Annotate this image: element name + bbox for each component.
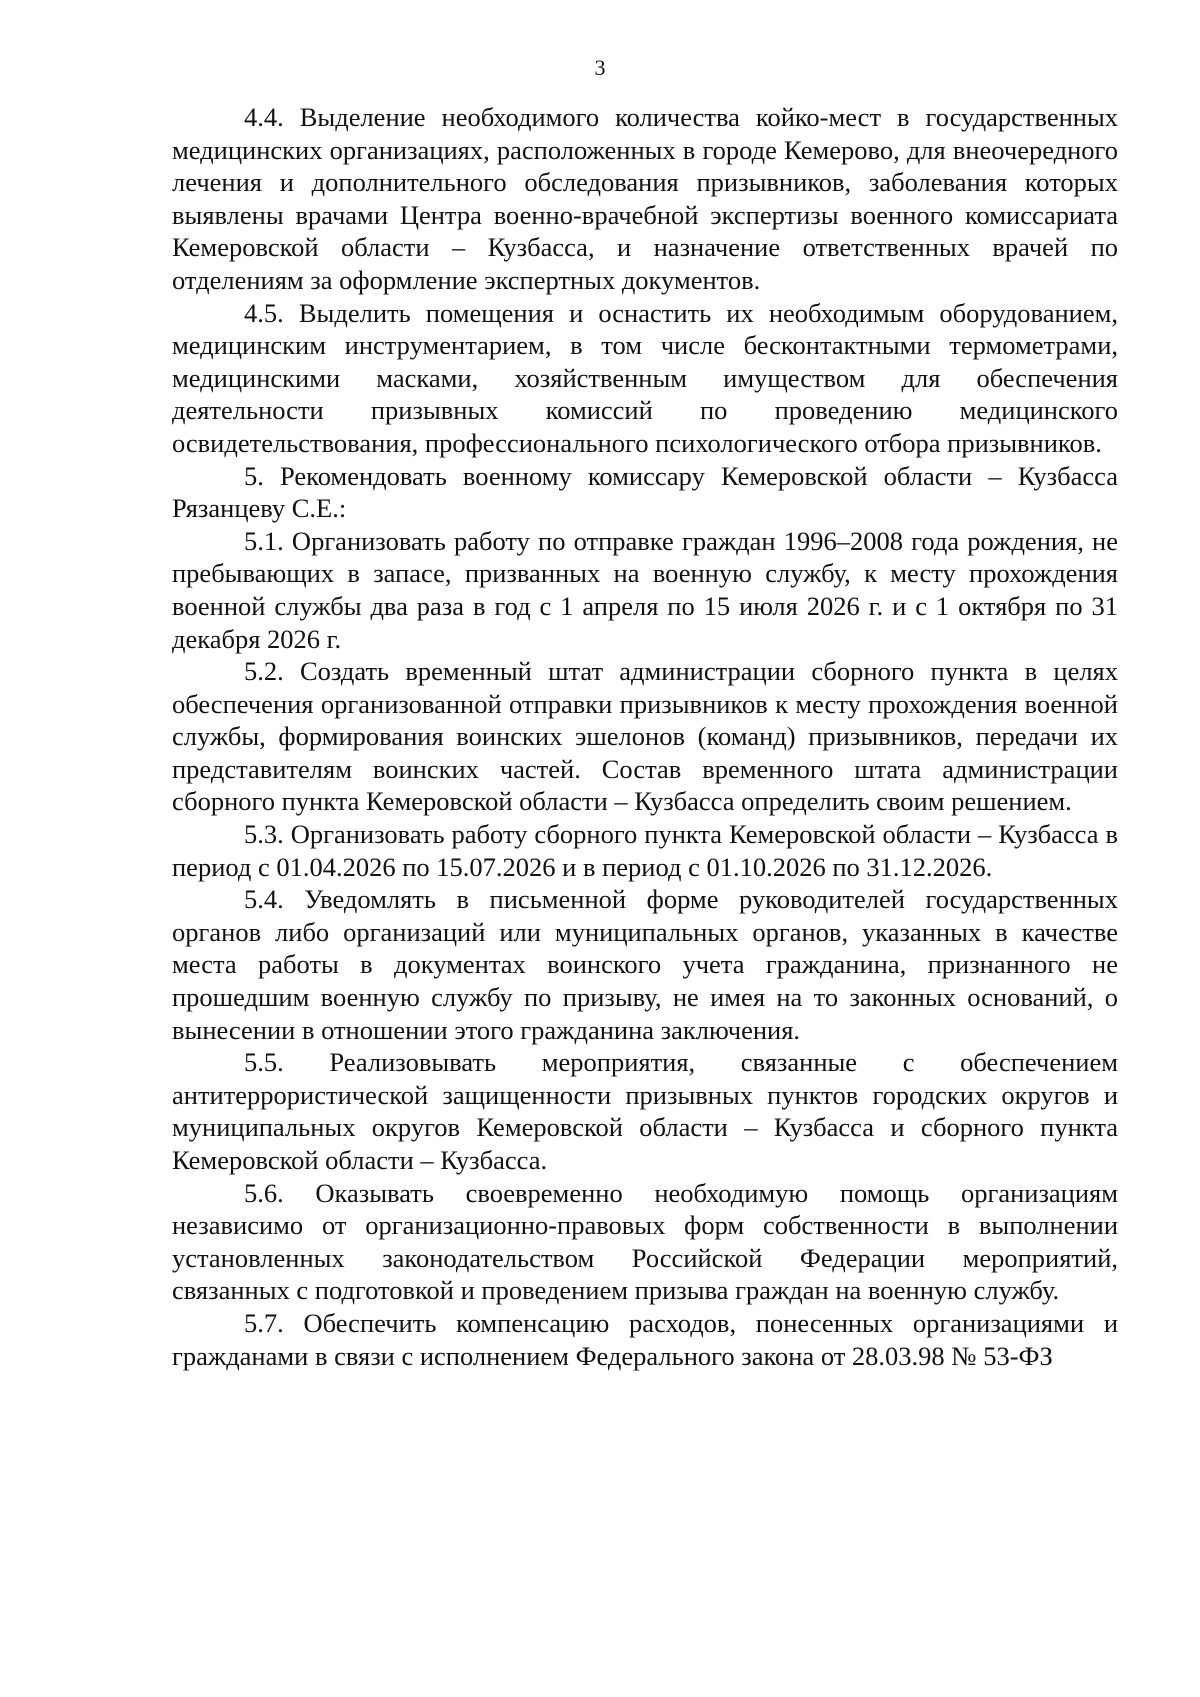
paragraph-5-1: 5.1. Организовать работу по отправке граждан 1996–2008 года рождения, не пребывающих в запасе, призванных на военную службу, к месту прохождения военной службы два раза в год с 1 апреля по 15 июля 2026 г. и с 1 октября по 31 декабря 2026 г. bbox=[172, 525, 1118, 654]
paragraph-5-4: 5.4. Уведомлять в письменной форме руководителей государственных органов либо организаций или муниципальных органов, указанных в качестве места работы в документах воинского учета гражданина, признанного не прошедшим военную службу по призыву, не имея на то законных оснований, о вынесении в отношении этого гражданина заключения. bbox=[172, 884, 1118, 1045]
paragraph-4-4: 4.4. Выделение необходимого количества койко-мест в государственных медицинских организациях, расположенных в городе Кемерово, для внеочередного лечения и дополнительного обследования призывников, заболевания которых выявлены врачами Центра военно-врачебной экспертизы военного комиссариата Кемеровской области – Кузбасса, и назначение ответственных врачей по отделениям за оформление экспертных документов. bbox=[172, 102, 1118, 295]
paragraph-5-7: 5.7. Обеспечить компенсацию расходов, понесенных организациями и гражданами в связи с исполнением Федерального закона от 28.03.98 № 53-ФЗ bbox=[172, 1307, 1118, 1371]
paragraph-5-3: 5.3. Организовать работу сборного пункта Кемеровской области – Кузбасса в период с 01.04.2026 по 15.07.2026 и в период с 01.10.2026 по 31.12.2026. bbox=[172, 819, 1118, 882]
paragraph-4-5: 4.5. Выделить помещения и оснастить их необходимым оборудованием, медицинским инструментарием, в том числе бесконтактными термометрами, медицинскими масками, хозяйственным имуществом для обеспечения деятельности призывных комиссий по проведению медицинского освидетельствования, профессионального психологического отбора призывников. bbox=[172, 297, 1118, 458]
paragraph-5-5: 5.5. Реализовывать мероприятия, связанные с обеспечением антитеррористической защищенности призывных пунктов городских округов и муниципальных округов Кемеровской области – Кузбасса и сборного пункта Кемеровской области – Кузбасса. bbox=[172, 1047, 1118, 1175]
paragraph-5-2: 5.2. Создать временный штат администрации сборного пункта в целях обеспечения организованной отправки призывников к месту прохождения военной службы, формирования воинских эшелонов (команд) призывников, передачи их представителям воинских частей. Состав временного штата администрации сборного пункта Кемеровской области – Кузбасса определить своим решением. bbox=[172, 656, 1118, 817]
page-number: 3 bbox=[594, 55, 606, 80]
paragraph-5-6: 5.6. Оказывать своевременно необходимую помощь организациям независимо от организационно-правовых форм собственности в выполнении установленных законодательством Российской Федерации мероприятий, связанных с подготовкой и проведением призыва граждан на военную службу. bbox=[172, 1177, 1118, 1306]
paragraph-5: 5. Рекомендовать военному комиссару Кемеровской области – Кузбасса Рязанцеву С.Е.: bbox=[172, 460, 1118, 524]
document-body bbox=[172, 101, 1118, 1372]
